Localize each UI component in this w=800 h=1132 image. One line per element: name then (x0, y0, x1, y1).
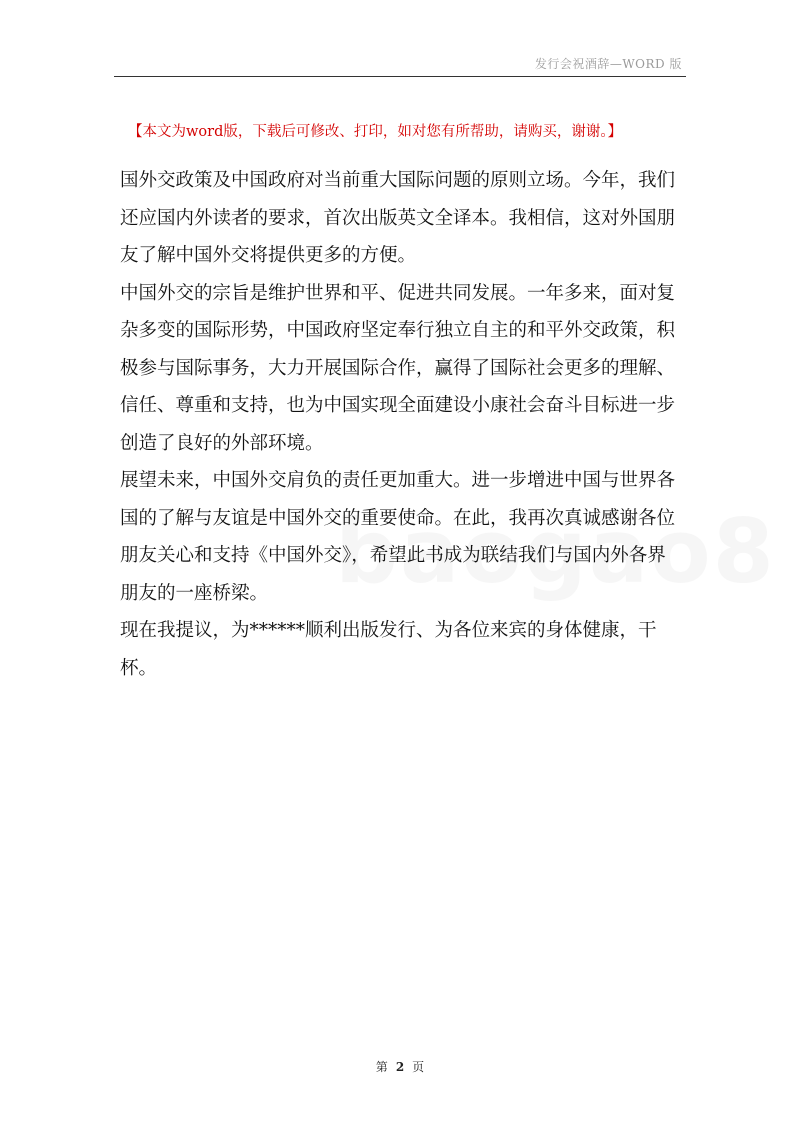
page-number: 2 (395, 1060, 405, 1074)
paragraph-1: 国外交政策及中国政府对当前重大国际问题的原则立场。今年，我们 还应国内外读者的要求，首次出版英文全译本。我相信，这对外国朋 友了解中国外交将提供更多的方便。 (120, 170, 676, 266)
footer-suffix: 页 (412, 1060, 425, 1074)
document-body (120, 162, 690, 687)
download-notice: 【本文为word版，下载后可修改、打印，如对您有所帮助，请购买，谢谢。】 (128, 124, 623, 140)
paragraph-4: 现在我提议，为******顺利出版发行、为各位来宾的身体健康，干杯。 (120, 620, 657, 679)
paragraph-2: 中国外交的宗旨是维护世界和平、促进共同发展。一年多来，面对复 杂多变的国际形势，中国政府坚定奉行独立自主的和平外交政策，积 极参与国际事务，大力开展国际合作，赢得了国际社会更多的理解、 信任、尊重和支持，也为中国实现全面建设小康社会奋斗目标进一步 创造了良好的外部环境。 (120, 282, 676, 454)
footer-prefix: 第 (375, 1060, 388, 1074)
header-divider (114, 76, 686, 77)
header-title: 发行会祝酒辞—WORD 版 (534, 57, 682, 71)
page-footer (0, 1058, 800, 1075)
paragraph-3: 展望未来，中国外交肩负的责任更加重大。进一步增进中国与世界各 国的了解与友谊是中国外交的重要使命。在此，我再次真诚感谢各位 朋友关心和支持《中国外交》，希望此书成为联结我们与国内外各界 朋友的一座桥梁。 (120, 470, 676, 604)
